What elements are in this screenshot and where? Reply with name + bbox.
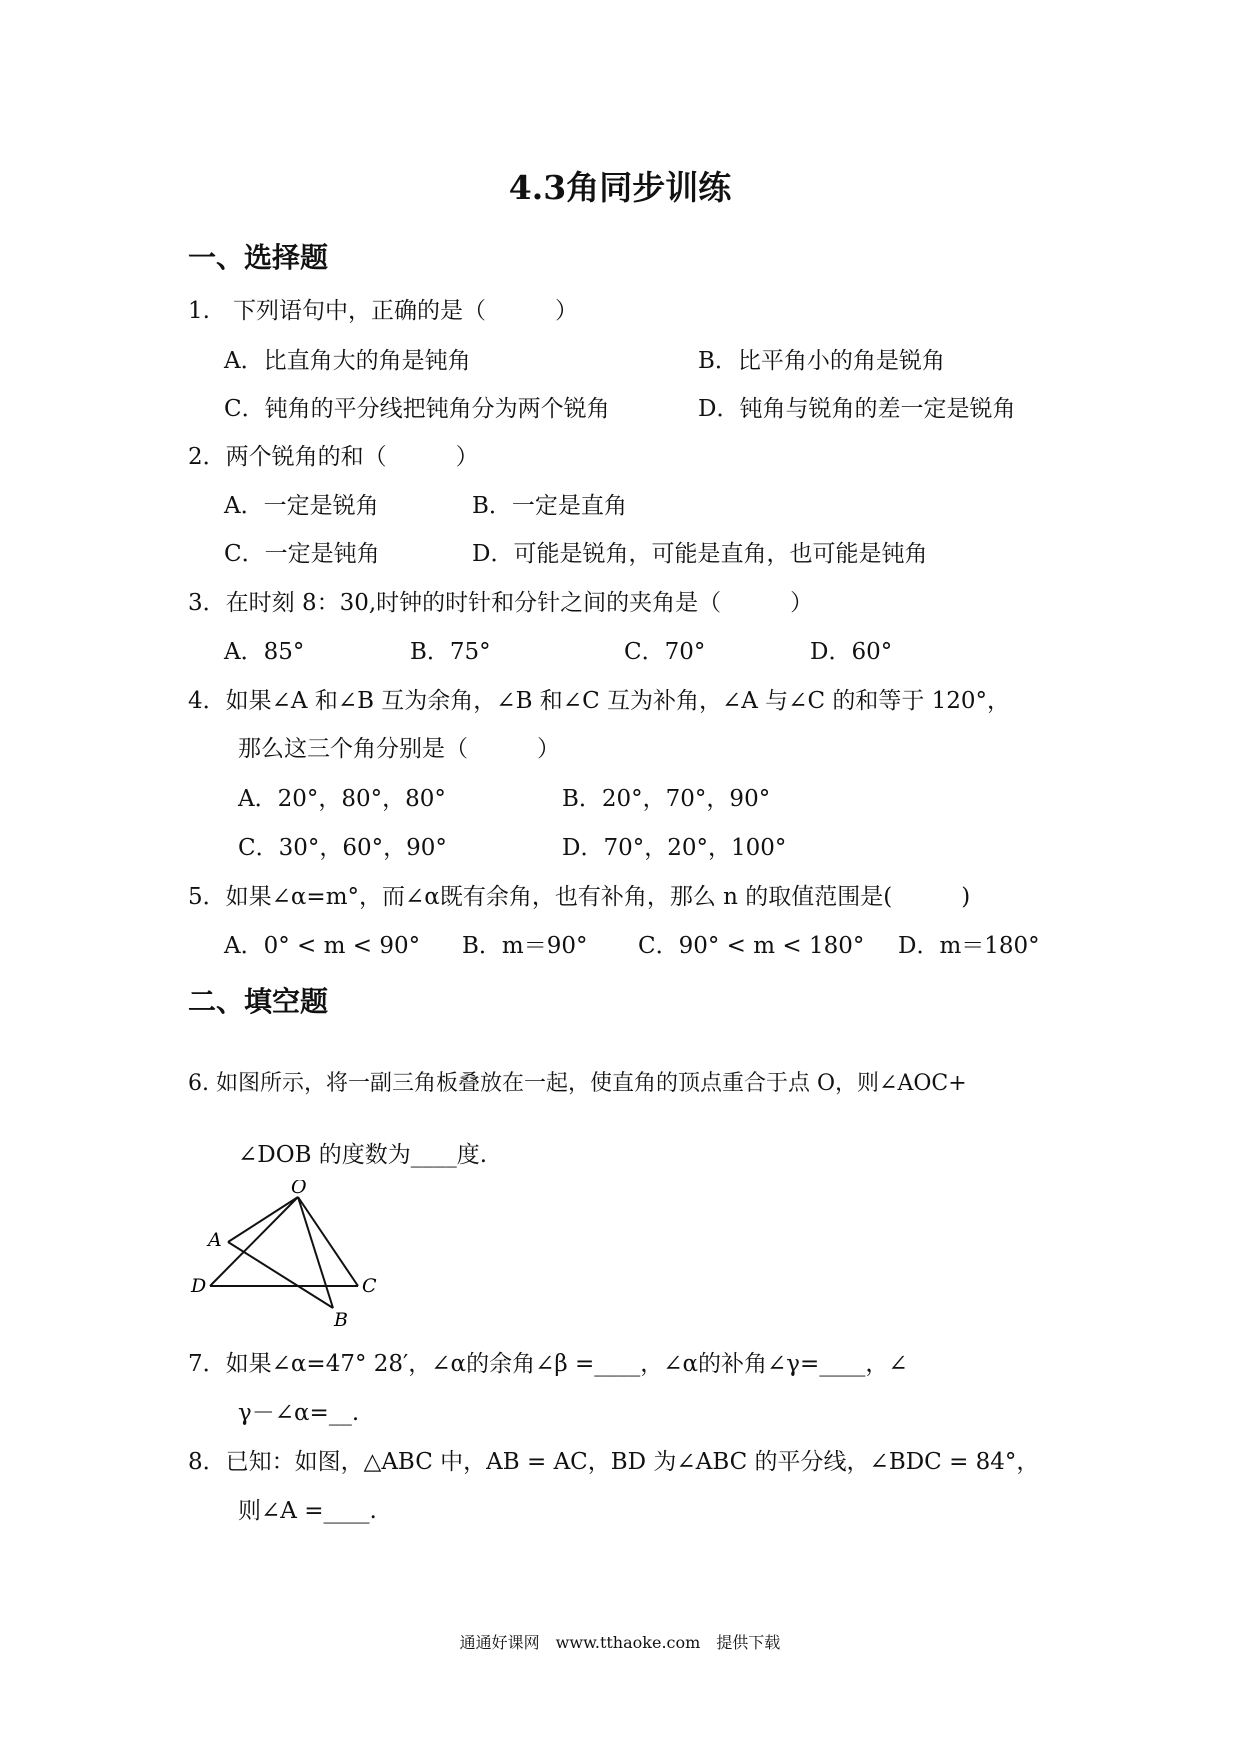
question-1-option-b: B．比平角小的角是锐角 — [698, 348, 945, 374]
question-8-line-1: 8．已知：如图，△ABC 中，AB = AC，BD 为∠ABC 的平分线，∠BDC = 84°， — [188, 1449, 1040, 1475]
question-8-line-2: 则∠A =____. — [238, 1498, 377, 1524]
question-4-stem-line-1: 4．如果∠A 和∠B 互为余角，∠B 和∠C 互为补角，∠A 与∠C 的和等于 120°， — [188, 688, 1011, 714]
footer-text: 通通好课网 www.tthaoke.com 提供下载 — [459, 1633, 781, 1652]
question-3-option-c: C．70° — [624, 639, 706, 665]
question-6-line-1: 6. 如图所示，将一副三角板叠放在一起，使直角的顶点重合于点 O，则∠AOC+ — [188, 1071, 967, 1096]
question-1-option-a: A．比直角大的角是钝角 — [224, 348, 471, 374]
question-3-option-d: D．60° — [810, 639, 893, 665]
question-6-line-2: ∠DOB 的度数为____度. — [238, 1142, 488, 1168]
question-2-option-a: A．一定是锐角 — [224, 493, 379, 519]
question-2-option-d: D．可能是锐角，可能是直角，也可能是钝角 — [472, 541, 928, 567]
section-heading-fill: 二、填空题 — [188, 985, 329, 1018]
question-5-option-c: C．90° < m < 180° — [638, 933, 865, 959]
question-5-option-b: B．m＝90° — [462, 933, 588, 959]
question-4-option-a: A．20°，80°，80° — [238, 786, 446, 812]
figure-label-d: D — [191, 1275, 207, 1297]
question-4-stem-line-2: 那么这三个角分别是（ ） — [238, 736, 560, 762]
question-4-option-b: B．20°，70°，90° — [562, 786, 771, 812]
figure-label-b: B — [334, 1309, 348, 1331]
question-2-option-b: B．一定是直角 — [472, 493, 627, 519]
figure-label-c: C — [362, 1275, 377, 1297]
question-7-line-2: γ－∠α=__. — [238, 1400, 360, 1426]
page-title: 4.3角同步训练 — [508, 168, 732, 207]
question-7-line-1: 7．如果∠α=47° 28′，∠α的余角∠β =____，∠α的补角∠γ=____，∠ — [188, 1351, 908, 1377]
figure-label-a: A — [208, 1229, 222, 1251]
question-3-stem: 3．在时刻 8：30,时钟的时针和分针之间的夹角是（ ） — [188, 590, 814, 616]
question-4-option-d: D．70°，20°，100° — [562, 835, 787, 861]
question-5-option-a: A．0° < m < 90° — [224, 933, 421, 959]
question-5-stem: 5．如果∠α=m°，而∠α既有余角，也有补角，那么 n 的取值范围是( ) — [188, 884, 971, 910]
question-3-option-a: A．85° — [224, 639, 305, 665]
question-4-option-c: C．30°，60°，90° — [238, 835, 447, 861]
question-1-option-c: C．钝角的平分线把钝角分为两个锐角 — [224, 396, 610, 422]
question-6-figure — [188, 1180, 408, 1340]
question-1-stem: 1. 下列语句中，正确的是（ ） — [188, 298, 578, 324]
section-heading-choice: 一、选择题 — [188, 241, 329, 274]
question-2-stem: 2．两个锐角的和（ ） — [188, 444, 479, 470]
question-2-option-c: C．一定是钝角 — [224, 541, 380, 567]
question-3-option-b: B．75° — [410, 639, 491, 665]
question-1-option-d: D．钝角与锐角的差一定是锐角 — [698, 396, 1016, 422]
question-5-option-d: D．m＝180° — [898, 933, 1040, 959]
figure-label-o: O — [291, 1180, 307, 1198]
